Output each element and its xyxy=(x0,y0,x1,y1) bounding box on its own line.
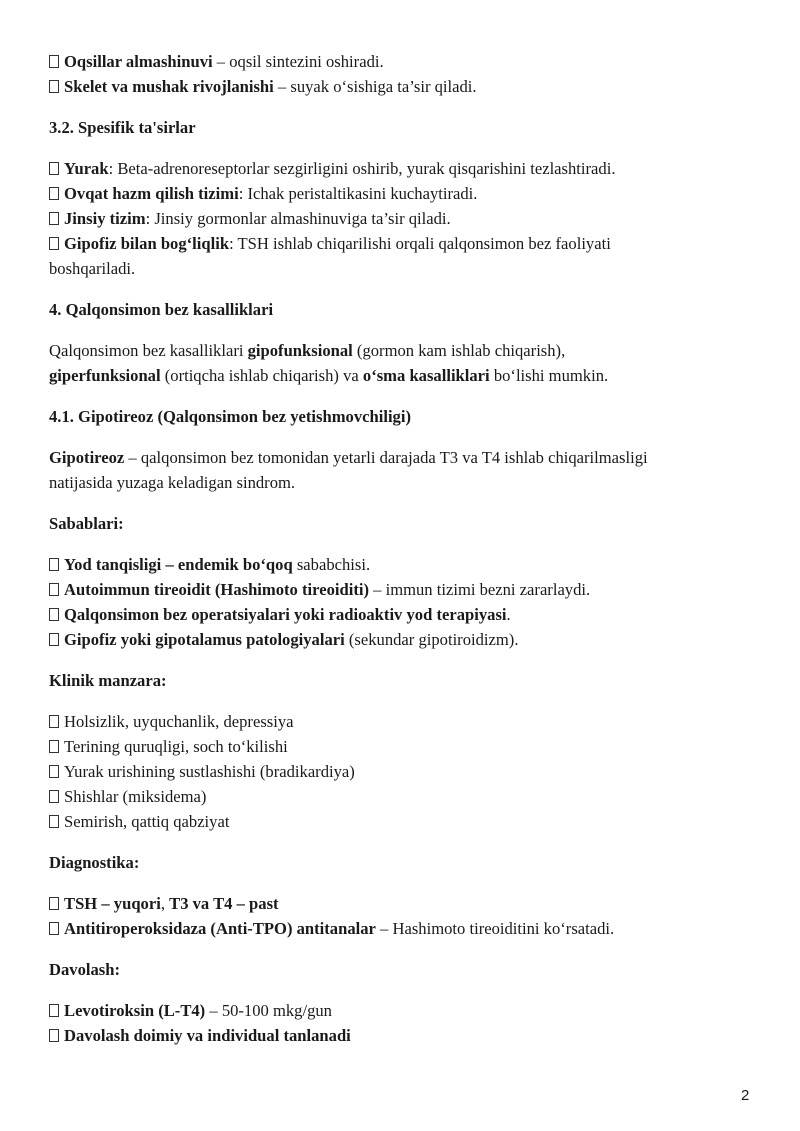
bullet-box-icon xyxy=(49,765,59,778)
list-item: Shishlar (miksidema) xyxy=(49,784,749,809)
bullet-box-icon xyxy=(49,608,59,621)
list-item: Antitiroperoksidaza (Anti-TPO) antitanalar – Hashimoto tireoiditini ko‘rsatadi. xyxy=(49,916,749,941)
bullet-box-icon xyxy=(49,897,59,910)
section-heading: 4.1. Gipotireoz (Qalqonsimon bez yetishmovchiligi) xyxy=(49,407,411,426)
list-item: Oqsillar almashinuvi – oqsil sintezini oshiradi. xyxy=(49,49,749,74)
section-heading: Davolash: xyxy=(49,960,120,979)
list-item: Davolash doimiy va individual tanlanadi xyxy=(49,1023,749,1048)
list-item: Yurak: Beta-adrenoreseptorlar sezgirligini oshirib, yurak qisqarishini tezlashtiradi. xyxy=(49,156,749,181)
section-heading: Klinik manzara: xyxy=(49,671,167,690)
bullet-box-icon xyxy=(49,558,59,571)
list-item: Qalqonsimon bez operatsiyalari yoki radioaktiv yod terapiyasi. xyxy=(49,602,749,627)
list-item: Skelet va mushak rivojlanishi – suyak o‘sishiga ta’sir qiladi. xyxy=(49,74,749,99)
page-number: 2 xyxy=(741,1087,750,1104)
bullet-box-icon xyxy=(49,162,59,175)
document-page xyxy=(49,49,749,1048)
bullet-box-icon xyxy=(49,212,59,225)
bullet-box-icon xyxy=(49,187,59,200)
list-item: Gipofiz yoki gipotalamus patologiyalari (sekundar gipotiroidizm). xyxy=(49,627,749,652)
bullet-box-icon xyxy=(49,633,59,646)
bullet-box-icon xyxy=(49,583,59,596)
list-item: Semirish, qattiq qabziyat xyxy=(49,809,749,834)
list-item: Autoimmun tireoidit (Hashimoto tireoiditi) – immun tizimi bezni zararlaydi. xyxy=(49,577,749,602)
paragraph: Qalqonsimon bez kasalliklari gipofunksional (gormon kam ishlab chiqarish), xyxy=(49,341,566,360)
bullet-box-icon xyxy=(49,237,59,250)
list-item: Yod tanqisligi – endemik bo‘qoq sababchisi. xyxy=(49,552,749,577)
section-heading: 4. Qalqonsimon bez kasalliklari xyxy=(49,300,274,319)
section-heading: 3.2. Spesifik ta'sirlar xyxy=(49,118,196,137)
list-item: Levotiroksin (L-T4) – 50-100 mkg/gun xyxy=(49,998,749,1023)
bullet-box-icon xyxy=(49,55,59,68)
list-item: Ovqat hazm qilish tizimi: Ichak peristaltikasini kuchaytiradi. xyxy=(49,181,749,206)
bullet-box-icon xyxy=(49,1029,59,1042)
bullet-box-icon xyxy=(49,715,59,728)
paragraph: natijasida yuzaga keladigan sindrom. xyxy=(49,473,296,492)
list-item-continuation: boshqariladi. xyxy=(49,259,136,278)
bullet-box-icon xyxy=(49,790,59,803)
section-heading: Sabablari: xyxy=(49,514,124,533)
section-heading: Diagnostika: xyxy=(49,853,140,872)
list-item: Jinsiy tizim: Jinsiy gormonlar almashinuviga ta’sir qiladi. xyxy=(49,206,749,231)
bullet-box-icon xyxy=(49,922,59,935)
paragraph: Gipotireoz – qalqonsimon bez tomonidan yetarli darajada T3 va T4 ishlab chiqarilmasligi xyxy=(49,448,648,467)
list-item: Yurak urishining sustlashishi (bradikardiya) xyxy=(49,759,749,784)
list-item: TSH – yuqori, T3 va T4 – past xyxy=(49,891,749,916)
bullet-box-icon xyxy=(49,80,59,93)
list-item: Gipofiz bilan bog‘liqlik: TSH ishlab chiqarilishi orqali qalqonsimon bez faoliyati xyxy=(49,231,749,256)
paragraph: giperfunksional (ortiqcha ishlab chiqarish) va o‘sma kasalliklari bo‘lishi mumkin. xyxy=(49,366,609,385)
list-item: Terining quruqligi, soch to‘kilishi xyxy=(49,734,749,759)
bullet-box-icon xyxy=(49,815,59,828)
bullet-box-icon xyxy=(49,740,59,753)
list-item: Holsizlik, uyquchanlik, depressiya xyxy=(49,709,749,734)
bullet-box-icon xyxy=(49,1004,59,1017)
